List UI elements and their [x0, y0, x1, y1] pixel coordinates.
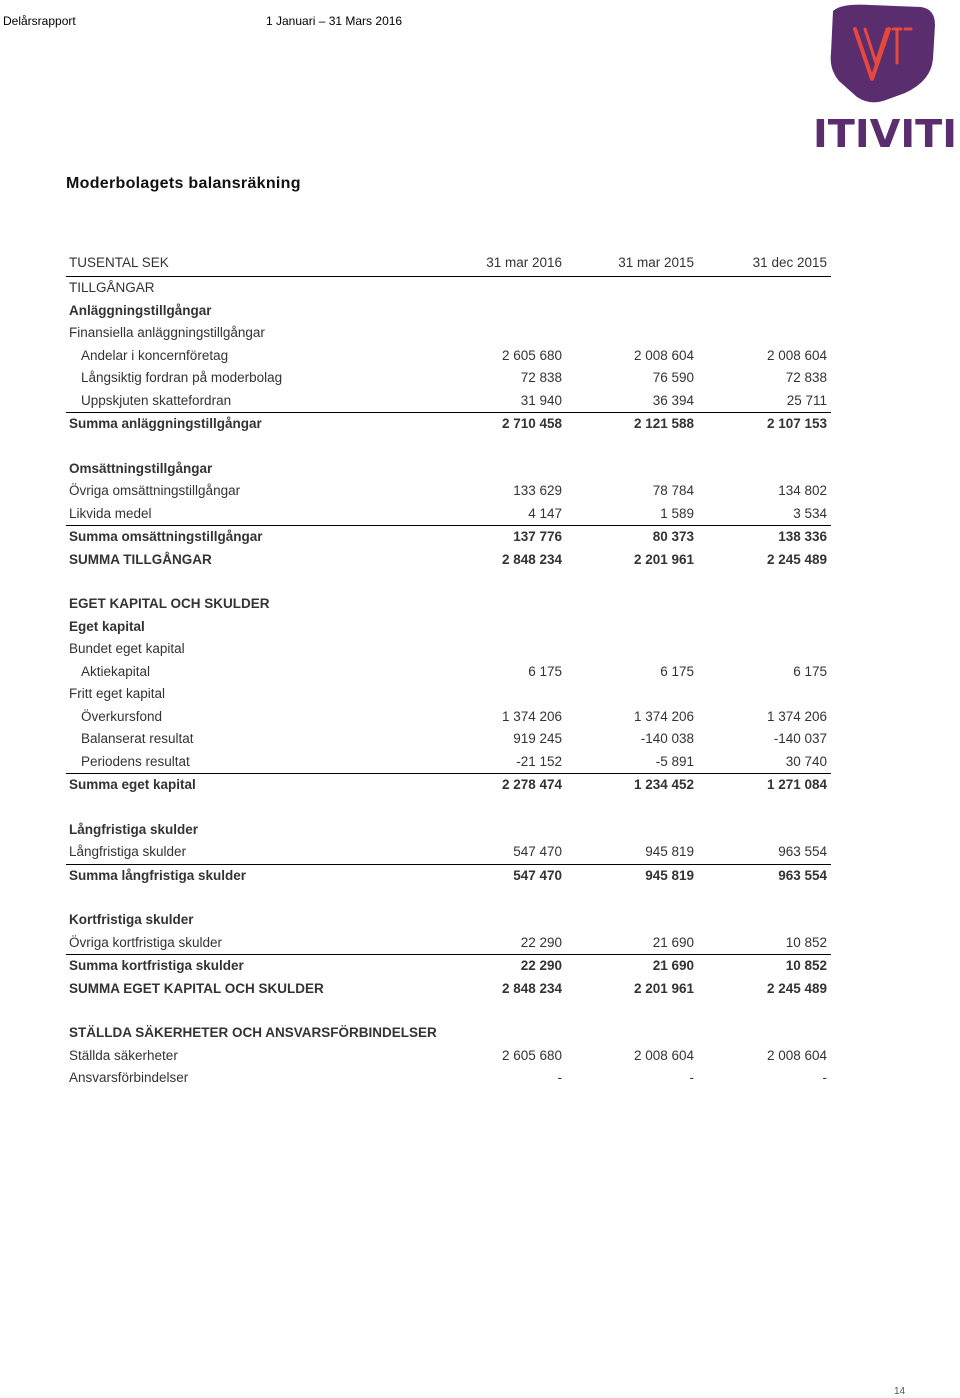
- row-value: -140 038: [640, 731, 694, 746]
- row-value: 1 234 452: [633, 777, 694, 792]
- row-value: -: [822, 1070, 827, 1085]
- header-report-name: Delårsrapport: [3, 14, 76, 28]
- table-row: [66, 345, 831, 368]
- table-row: [66, 300, 831, 323]
- row-value: 547 470: [513, 867, 562, 883]
- row-value: 6 175: [660, 663, 694, 679]
- row-value: 6 175: [793, 663, 827, 679]
- row-value: 963 554: [778, 844, 827, 859]
- table-row: [66, 1045, 831, 1068]
- column-header-mar-2015: 31 mar 2015: [618, 255, 694, 270]
- table-row: [66, 638, 831, 661]
- row-label: Bundet eget kapital: [69, 641, 185, 656]
- table-row: [66, 865, 831, 888]
- table-row: [66, 932, 831, 956]
- table-row: [66, 526, 831, 549]
- row-value: 10 852: [785, 934, 827, 950]
- row-label: Eget kapital: [69, 618, 145, 634]
- column-header-label: TUSENTAL SEK: [69, 255, 169, 270]
- table-row: [66, 774, 831, 797]
- row-value: 30 740: [785, 753, 827, 769]
- row-label: Fritt eget kapital: [69, 686, 166, 701]
- row-label: Övriga kortfristiga skulder: [69, 934, 223, 950]
- row-label: Långfristiga skulder: [69, 844, 187, 859]
- row-value: 919 245: [513, 731, 562, 746]
- row-label: Övriga omsättningstillgångar: [69, 483, 241, 498]
- table-row: [66, 413, 831, 436]
- row-value: 1 589: [660, 505, 694, 521]
- row-label: Anläggningstillgångar: [69, 302, 212, 318]
- row-value: 10 852: [785, 958, 827, 973]
- table-row: [66, 322, 831, 345]
- table-body: [66, 277, 831, 1090]
- row-value: 2 121 588: [633, 416, 694, 431]
- row-value: 31 940: [520, 392, 562, 408]
- row-value: 2 107 153: [766, 416, 827, 431]
- table-row: [66, 367, 831, 390]
- row-value: 138 336: [778, 529, 827, 544]
- row-value: 2 008 604: [633, 347, 694, 363]
- row-value: 2 278 474: [501, 777, 562, 792]
- table-row: [66, 955, 831, 978]
- table-row: [66, 277, 831, 300]
- table-row: [66, 593, 831, 616]
- row-label: SUMMA EGET KAPITAL OCH SKULDER: [69, 980, 324, 996]
- row-value: 4 147: [528, 505, 562, 521]
- row-value: 25 711: [786, 392, 827, 408]
- row-label: STÄLLDA SÄKERHETER OCH ANSVARSFÖRBINDELSER: [69, 1025, 437, 1040]
- row-label: Långfristiga skulder: [69, 821, 199, 837]
- balance-sheet-table: [66, 252, 831, 1090]
- row-value: 78 784: [652, 483, 694, 498]
- row-label: Omsättningstillgångar: [69, 460, 213, 476]
- row-value: 133 629: [513, 483, 562, 498]
- row-value: -: [689, 1070, 694, 1085]
- row-label: Överkursfond: [81, 708, 163, 724]
- row-value: 137 776: [513, 529, 562, 544]
- row-value: 2 201 961: [633, 551, 694, 567]
- row-value: 72 838: [520, 370, 562, 385]
- table-row: [66, 978, 831, 1001]
- row-value: 21 690: [652, 958, 694, 973]
- table-row: [66, 549, 831, 572]
- row-label: Likvida medel: [69, 505, 152, 521]
- row-label: Summa anläggningstillgångar: [69, 416, 262, 431]
- row-value: -140 037: [773, 731, 827, 746]
- row-value: 1 271 084: [766, 777, 827, 792]
- row-value: 547 470: [513, 844, 562, 859]
- row-label: TILLGÅNGAR: [69, 280, 155, 295]
- row-value: 22 290: [520, 934, 562, 950]
- row-value: 2 008 604: [766, 1047, 827, 1063]
- page-title: Moderbolagets balansräkning: [66, 175, 301, 192]
- row-value: 945 819: [645, 867, 694, 883]
- row-label: Aktiekapital: [81, 663, 151, 679]
- row-value: 2 848 234: [501, 980, 562, 996]
- row-value: 2 245 489: [766, 551, 827, 567]
- row-value: 1 374 206: [633, 708, 694, 724]
- section-spacer: [66, 436, 831, 458]
- row-value: 21 690: [652, 934, 694, 950]
- table-row: [66, 661, 831, 684]
- row-value: 72 838: [785, 370, 827, 385]
- page-number: 14: [894, 1386, 906, 1397]
- table-row: [66, 503, 831, 527]
- table-row: [66, 390, 831, 414]
- row-label: Summa långfristiga skulder: [69, 867, 247, 883]
- row-value: 2 710 458: [501, 416, 562, 431]
- row-label: Kortfristiga skulder: [69, 912, 194, 927]
- row-label: Summa kortfristiga skulder: [69, 958, 244, 973]
- row-value: -5 891: [655, 753, 694, 769]
- row-value: 134 802: [778, 483, 827, 498]
- table-row: [66, 728, 831, 751]
- row-value: 2 008 604: [766, 347, 827, 363]
- row-value: -21 152: [516, 753, 562, 769]
- section-spacer: [66, 797, 831, 819]
- row-value: 2 008 604: [633, 1047, 694, 1063]
- row-label: Balanserat resultat: [81, 731, 194, 746]
- section-spacer: [66, 887, 831, 909]
- table-row: [66, 819, 831, 842]
- table-row: [66, 706, 831, 729]
- row-value: 945 819: [645, 844, 694, 859]
- row-label: Uppskjuten skattefordran: [81, 392, 232, 408]
- table-row: [66, 909, 831, 932]
- row-value: 2 245 489: [766, 980, 827, 996]
- row-value: 80 373: [652, 529, 694, 544]
- section-spacer: [66, 1000, 831, 1022]
- row-label: Summa eget kapital: [69, 777, 196, 792]
- table-row: [66, 480, 831, 503]
- logo-wordmark: ITIVITI: [813, 112, 957, 153]
- row-value: 36 394: [652, 392, 694, 408]
- row-label: Ansvarsförbindelser: [69, 1070, 189, 1085]
- header-period: 1 Januari – 31 Mars 2016: [266, 14, 403, 28]
- row-value: 2 201 961: [633, 980, 694, 996]
- section-spacer: [66, 571, 831, 593]
- row-label: Periodens resultat: [81, 753, 190, 769]
- row-value: 2 605 680: [501, 347, 562, 363]
- itiviti-logo: [811, 3, 958, 153]
- row-value: -: [557, 1070, 562, 1085]
- row-value: 6 175: [528, 663, 562, 679]
- row-value: 1 374 206: [766, 708, 827, 724]
- row-label: Ställda säkerheter: [69, 1047, 178, 1063]
- row-label: Långsiktig fordran på moderbolag: [81, 370, 283, 385]
- column-header-2016: 31 mar 2016: [486, 255, 562, 270]
- row-value: 76 590: [652, 370, 694, 385]
- row-value: 1 374 206: [501, 708, 562, 724]
- table-row: [66, 1022, 831, 1045]
- row-value: 963 554: [778, 867, 827, 883]
- row-label: EGET KAPITAL OCH SKULDER: [69, 596, 270, 611]
- row-label: Andelar i koncernföretag: [81, 347, 229, 363]
- row-label: SUMMA TILLGÅNGAR: [69, 551, 212, 567]
- column-header-dec-2015: 31 dec 2015: [752, 255, 827, 270]
- table-row: [66, 751, 831, 775]
- row-label: Summa omsättningstillgångar: [69, 529, 263, 544]
- table-row: [66, 458, 831, 481]
- row-value: 2 605 680: [501, 1047, 562, 1063]
- table-row: [66, 1067, 831, 1090]
- row-value: 2 848 234: [501, 551, 562, 567]
- table-row: [66, 841, 831, 865]
- row-label: Finansiella anläggningstillgångar: [69, 325, 265, 340]
- row-value: 3 534: [793, 505, 827, 521]
- table-row: [66, 683, 831, 706]
- table-header-row: [66, 252, 831, 277]
- row-value: 22 290: [520, 958, 562, 973]
- table-row: [66, 616, 831, 639]
